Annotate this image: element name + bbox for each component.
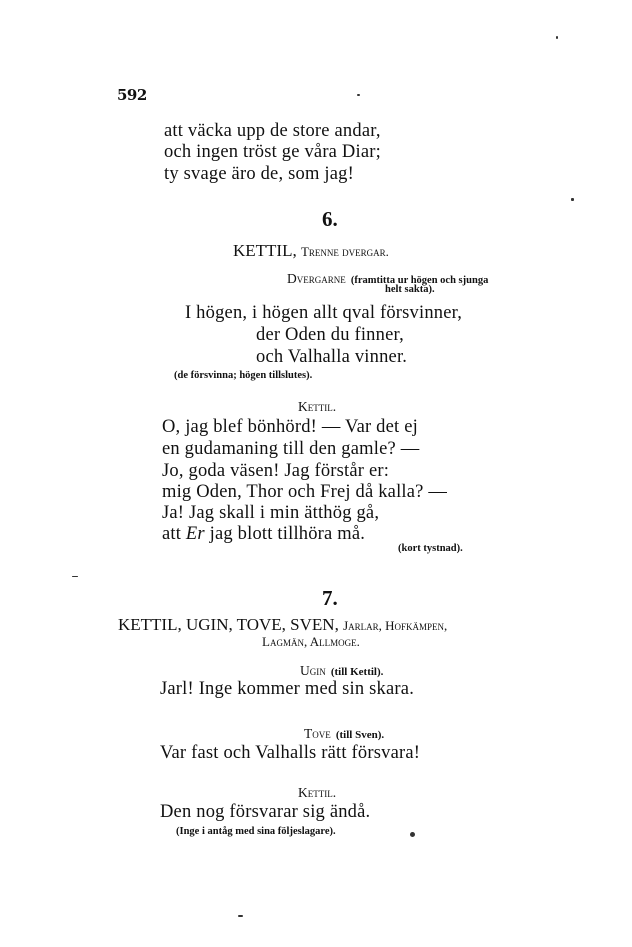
speaker-name: Kettil. bbox=[298, 785, 337, 800]
verse-fragment: jag blott tillhöra må. bbox=[209, 524, 366, 544]
verse-line: och ingen tröst ge våra Diar; bbox=[164, 142, 381, 162]
speaker-name: Ugin bbox=[300, 663, 326, 678]
print-speck bbox=[571, 198, 574, 201]
heading-main: KETTIL, bbox=[233, 241, 297, 260]
verse-emphasis: Er bbox=[185, 524, 205, 544]
song-line: och Valhalla vinner. bbox=[256, 347, 408, 367]
print-speck bbox=[238, 915, 243, 917]
stage-direction: (till Sven). bbox=[335, 729, 385, 741]
stage-direction: (framtitta ur högen och sjunga bbox=[350, 275, 489, 286]
scene-number: 6. bbox=[322, 207, 338, 231]
verse-line: Jo, goda väsen! Jag förstår er: bbox=[162, 461, 390, 481]
speaker-name: Kettil. bbox=[298, 399, 337, 414]
speaker-name: Tove bbox=[304, 726, 331, 741]
verse-line: Ja! Jag skall i min ätthög gå, bbox=[162, 503, 380, 523]
verse-line: O, jag blef bönhörd! — Var det ej bbox=[162, 417, 418, 437]
song-line: I högen, i högen allt qval försvinner, bbox=[185, 303, 463, 323]
page-number: 592 bbox=[117, 86, 147, 104]
heading-characters: Trenne dvergar. bbox=[300, 244, 389, 259]
verse-line: att väcka upp de store andar, bbox=[164, 121, 381, 141]
speaker-name: Dvergarne bbox=[287, 271, 346, 286]
verse-line: Jarl! Inge kommer med sin skara. bbox=[160, 679, 415, 699]
stage-direction: (till Kettil). bbox=[330, 666, 384, 678]
stage-direction: (Inge i antåg med sina följeslagare). bbox=[176, 826, 336, 837]
stage-direction: (kort tystnad). bbox=[398, 543, 463, 554]
heading-characters: Lagmän, Allmoge. bbox=[262, 634, 360, 649]
print-speck bbox=[410, 832, 415, 837]
stage-direction: helt sakta). bbox=[385, 284, 435, 295]
verse-fragment: att bbox=[162, 524, 182, 544]
print-speck bbox=[556, 36, 558, 39]
speaker-line bbox=[300, 662, 383, 678]
stage-direction: (de försvinna; högen tillslutes). bbox=[174, 370, 313, 381]
speaker-line bbox=[304, 725, 384, 741]
verse-line: ty svage äro de, som jag! bbox=[164, 164, 354, 184]
print-speck bbox=[357, 94, 360, 96]
scene-number: 7. bbox=[322, 586, 338, 610]
print-speck bbox=[72, 576, 78, 577]
song-line: der Oden du finner, bbox=[256, 325, 404, 345]
verse-line: en gudamaning till den gamle? — bbox=[162, 439, 420, 459]
verse-line: Den nog försvarar sig ändå. bbox=[160, 802, 371, 822]
scene-heading bbox=[118, 616, 447, 633]
verse-line bbox=[162, 525, 365, 544]
verse-line: Var fast och Valhalls rätt försvara! bbox=[160, 743, 421, 763]
verse-line: mig Oden, Thor och Frej då kalla? — bbox=[162, 482, 448, 502]
heading-characters: Jarlar, Hofkämpen, bbox=[343, 618, 448, 633]
scene-heading bbox=[233, 242, 389, 259]
heading-main: KETTIL, UGIN, TOVE, SVEN, bbox=[118, 615, 339, 634]
